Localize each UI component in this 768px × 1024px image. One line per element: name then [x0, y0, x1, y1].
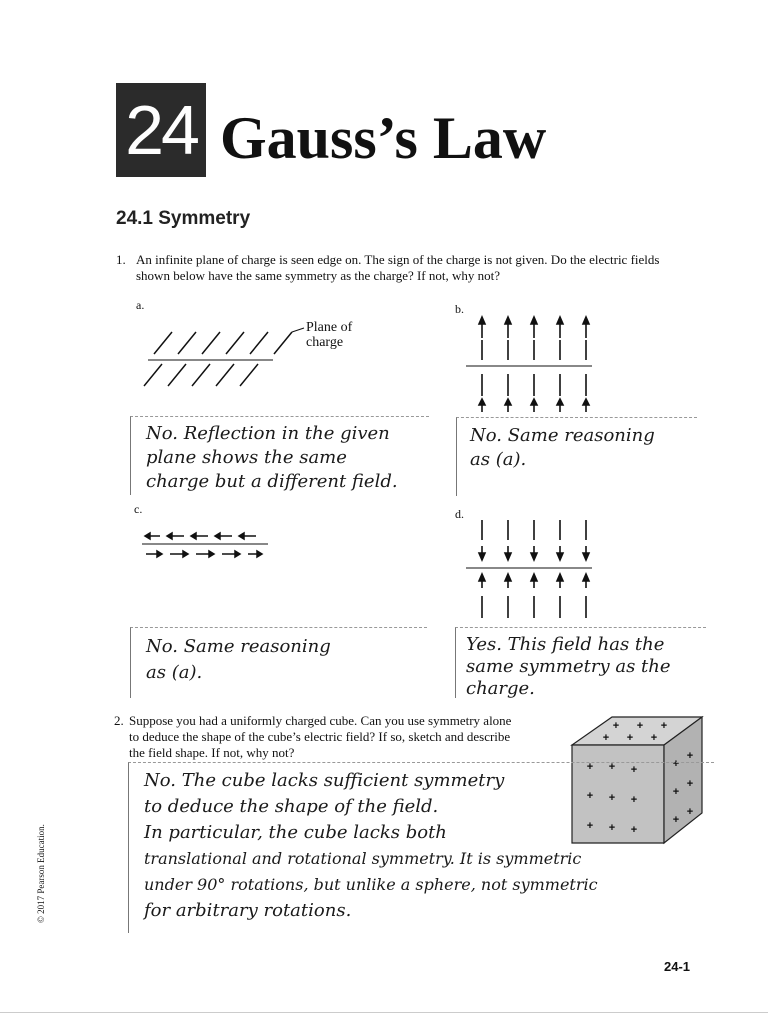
plane-of-charge-label [306, 320, 352, 350]
question-1-text-line2: shown below have the same symmetry as the charge? If not, why not? [136, 268, 501, 283]
footer-divider [0, 1012, 768, 1013]
svg-text:+: + [608, 822, 616, 834]
svg-text:+: + [672, 758, 680, 770]
svg-text:+: + [586, 790, 594, 802]
question-2-answer [144, 768, 598, 924]
part-a-answer-line1: No. Reflection in the given [146, 423, 390, 444]
part-d-answer-line2: same symmetry as the [466, 656, 671, 677]
question-2-answer-line3: In particular, the cube lacks both [144, 822, 447, 843]
copyright-text: © 2017 Pearson Education. [36, 824, 46, 923]
part-b-label: b. [455, 302, 464, 316]
part-d-field-diagram [462, 516, 596, 622]
part-c-label: c. [134, 502, 143, 516]
svg-text:+: + [630, 764, 638, 776]
part-a-answer [146, 422, 398, 494]
question-2-text-line3: the field shape. If not, why not? [129, 745, 295, 760]
part-d-answer-line1: Yes. This field has the [466, 634, 665, 655]
svg-text:+: + [602, 732, 610, 744]
svg-text:+: + [686, 778, 694, 790]
svg-text:+: + [636, 720, 644, 732]
part-a-answer-line3: charge but a different field. [146, 471, 398, 492]
question-1-number: 1. [116, 252, 126, 267]
part-a-label: a. [136, 298, 145, 312]
part-a-field-diagram [138, 318, 308, 390]
question-2-answer-line4: translational and rotational symmetry. It is symmetric [144, 849, 582, 868]
svg-text:+: + [660, 720, 668, 732]
part-c-answer [146, 634, 331, 686]
part-d-label: d. [455, 507, 464, 521]
part-c-answer-line1: No. Same reasoning [146, 636, 331, 657]
svg-text:+: + [672, 786, 680, 798]
copyright-notice [26, 805, 86, 925]
chapter-number: 24 [125, 91, 197, 169]
part-d-answer [466, 634, 671, 700]
question-2-answer-line1: No. The cube lacks sufficient symmetry [144, 770, 505, 791]
svg-text:+: + [686, 750, 694, 762]
svg-text:+: + [630, 794, 638, 806]
svg-text:+: + [612, 720, 620, 732]
part-b-answer-line2: as (a). [470, 449, 527, 470]
page-number: 24-1 [664, 959, 691, 974]
svg-text:+: + [608, 792, 616, 804]
part-c-answer-line2: as (a). [146, 662, 203, 683]
svg-text:+: + [626, 732, 634, 744]
plane-label-line2: charge [306, 335, 344, 350]
question-2-number: 2. [114, 713, 124, 728]
chapter-title: Gauss’s Law [220, 105, 547, 171]
svg-text:+: + [650, 732, 658, 744]
part-b-answer-line1: No. Same reasoning [470, 425, 655, 446]
svg-text:+: + [686, 806, 694, 818]
svg-text:+: + [586, 761, 594, 773]
svg-text:+: + [608, 761, 616, 773]
question-2-text-line2: to deduce the shape of the cube’s electric field? If so, sketch and describe [129, 729, 511, 744]
section-title: 24.1 Symmetry [116, 208, 251, 229]
question-2-text [129, 713, 511, 761]
svg-text:+: + [586, 820, 594, 832]
svg-text:+: + [672, 814, 680, 826]
svg-text:+: + [630, 824, 638, 836]
question-2-answer-line5: under 90° rotations, but unlike a sphere, not symmetric [144, 875, 598, 894]
plane-label-line1: Plane of [306, 320, 353, 335]
part-d-answer-line3: charge. [466, 678, 535, 699]
part-b-field-diagram [462, 312, 596, 416]
question-2-answer-line6: for arbitrary rotations. [144, 900, 352, 921]
part-a-answer-line2: plane shows the same [146, 447, 347, 468]
part-c-field-diagram [140, 526, 270, 562]
question-1-text-line1: An infinite plane of charge is seen edge on. The sign of the charge is not given. Do the electric fields [136, 252, 660, 267]
question-2-text-line1: Suppose you had a uniformly charged cube. Can you use symmetry alone [129, 713, 512, 728]
question-2-answer-line2: to deduce the shape of the field. [144, 796, 439, 817]
part-b-answer [470, 424, 655, 472]
